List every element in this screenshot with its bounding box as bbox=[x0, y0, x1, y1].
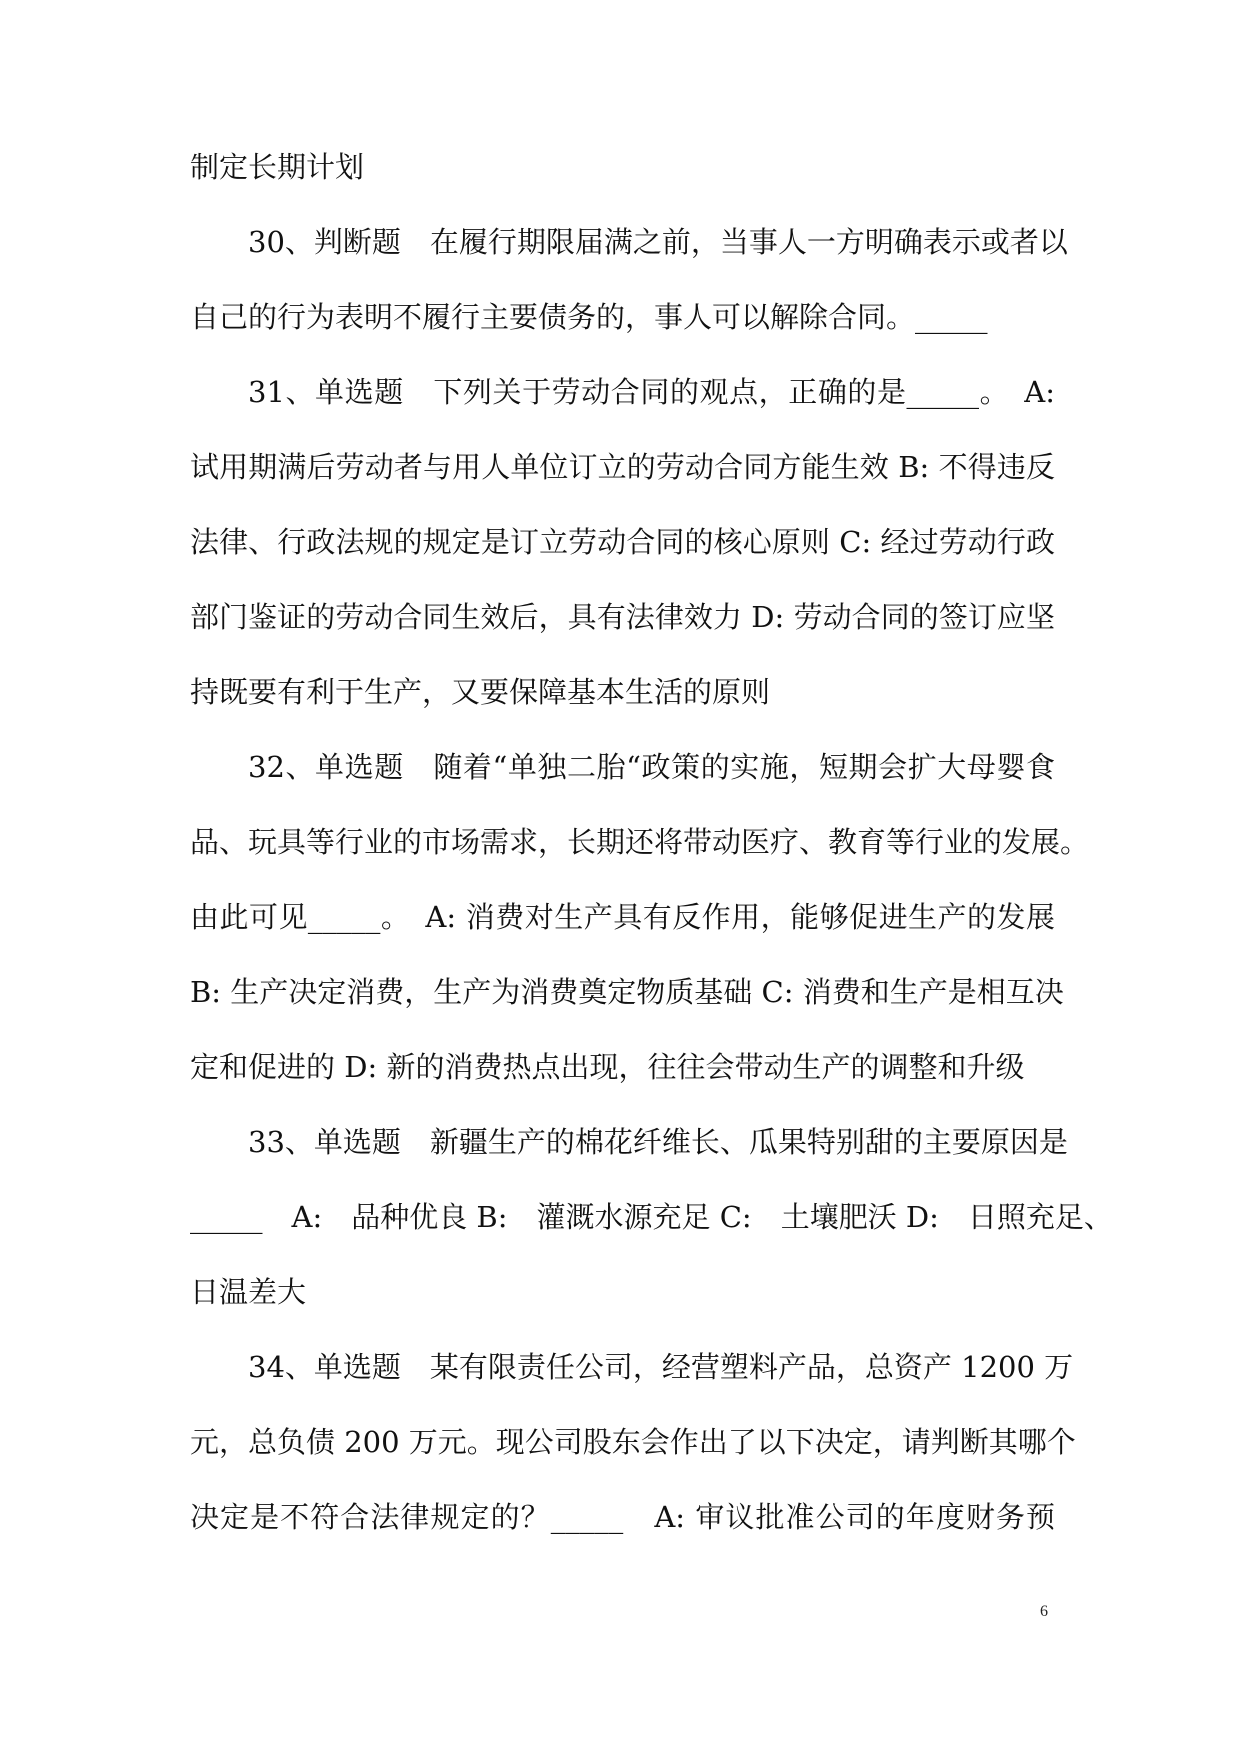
line-text: 由此可见_____。 A: 消费对生产具有反作用，能够促进生产的发展 bbox=[190, 900, 1055, 934]
text-line bbox=[190, 205, 1068, 280]
text-line bbox=[190, 730, 1055, 805]
line-text: 元，总负债 200 万元。现公司股东会作出了以下决定，请判断其哪个 bbox=[190, 1425, 1076, 1459]
line-text: 33、单选题 新疆生产的棉花纤维长、瓜果特别甜的主要原因是 bbox=[248, 1125, 1068, 1159]
line-text: 32、单选题 随着“单独二胎“政策的实施，短期会扩大母婴食 bbox=[248, 750, 1055, 784]
text-line bbox=[190, 130, 1055, 205]
page-number: 6 bbox=[1040, 1603, 1048, 1620]
document-body bbox=[190, 130, 1113, 1555]
text-line bbox=[190, 505, 1055, 580]
line-text: 日温差大 bbox=[190, 1275, 307, 1309]
line-text: 自己的行为表明不履行主要债务的，事人可以解除合同。_____ bbox=[190, 300, 988, 334]
text-line bbox=[190, 655, 1055, 730]
text-line bbox=[190, 880, 1055, 955]
text-line bbox=[190, 280, 1055, 355]
line-text: 试用期满后劳动者与用人单位订立的劳动合同方能生效 B: 不得违反 bbox=[190, 450, 1055, 484]
text-line bbox=[190, 1255, 1055, 1330]
line-text: B: 生产决定消费，生产为消费奠定物质基础 C: 消费和生产是相互决 bbox=[190, 975, 1064, 1009]
text-line bbox=[190, 430, 1055, 505]
line-text: 决定是不符合法律规定的？_____ A: 审议批准公司的年度财务预 bbox=[190, 1500, 1055, 1534]
text-line bbox=[190, 1330, 1074, 1405]
text-line bbox=[190, 1180, 1113, 1255]
line-text: 30、判断题 在履行期限届满之前，当事人一方明确表示或者以 bbox=[248, 225, 1068, 259]
text-line bbox=[190, 1480, 1055, 1555]
text-line bbox=[190, 355, 1055, 430]
line-text: 定和促进的 D: 新的消费热点出现，往往会带动生产的调整和升级 bbox=[190, 1050, 1025, 1084]
text-line bbox=[190, 805, 1090, 880]
line-text: 法律、行政法规的规定是订立劳动合同的核心原则 C: 经过劳动行政 bbox=[190, 525, 1055, 559]
text-line bbox=[190, 1405, 1076, 1480]
line-text: 部门鉴证的劳动合同生效后，具有法律效力 D: 劳动合同的签订应坚 bbox=[190, 600, 1055, 634]
line-text: 持既要有利于生产，又要保障基本生活的原则 bbox=[190, 675, 771, 709]
text-line bbox=[190, 1030, 1055, 1105]
line-text: 制定长期计划 bbox=[190, 150, 365, 184]
text-line bbox=[190, 580, 1055, 655]
line-text: 34、单选题 某有限责任公司，经营塑料产品，总资产 1200 万 bbox=[248, 1350, 1074, 1384]
line-text: 品、玩具等行业的市场需求，长期还将带动医疗、教育等行业的发展。 bbox=[190, 825, 1090, 859]
line-text: _____ A: 品种优良 B: 灌溉水源充足 C: 土壤肥沃 D: 日照充足、 bbox=[190, 1200, 1113, 1234]
text-line bbox=[190, 1105, 1068, 1180]
text-line bbox=[190, 955, 1064, 1030]
line-text: 31、单选题 下列关于劳动合同的观点，正确的是_____。 A: bbox=[248, 375, 1055, 409]
